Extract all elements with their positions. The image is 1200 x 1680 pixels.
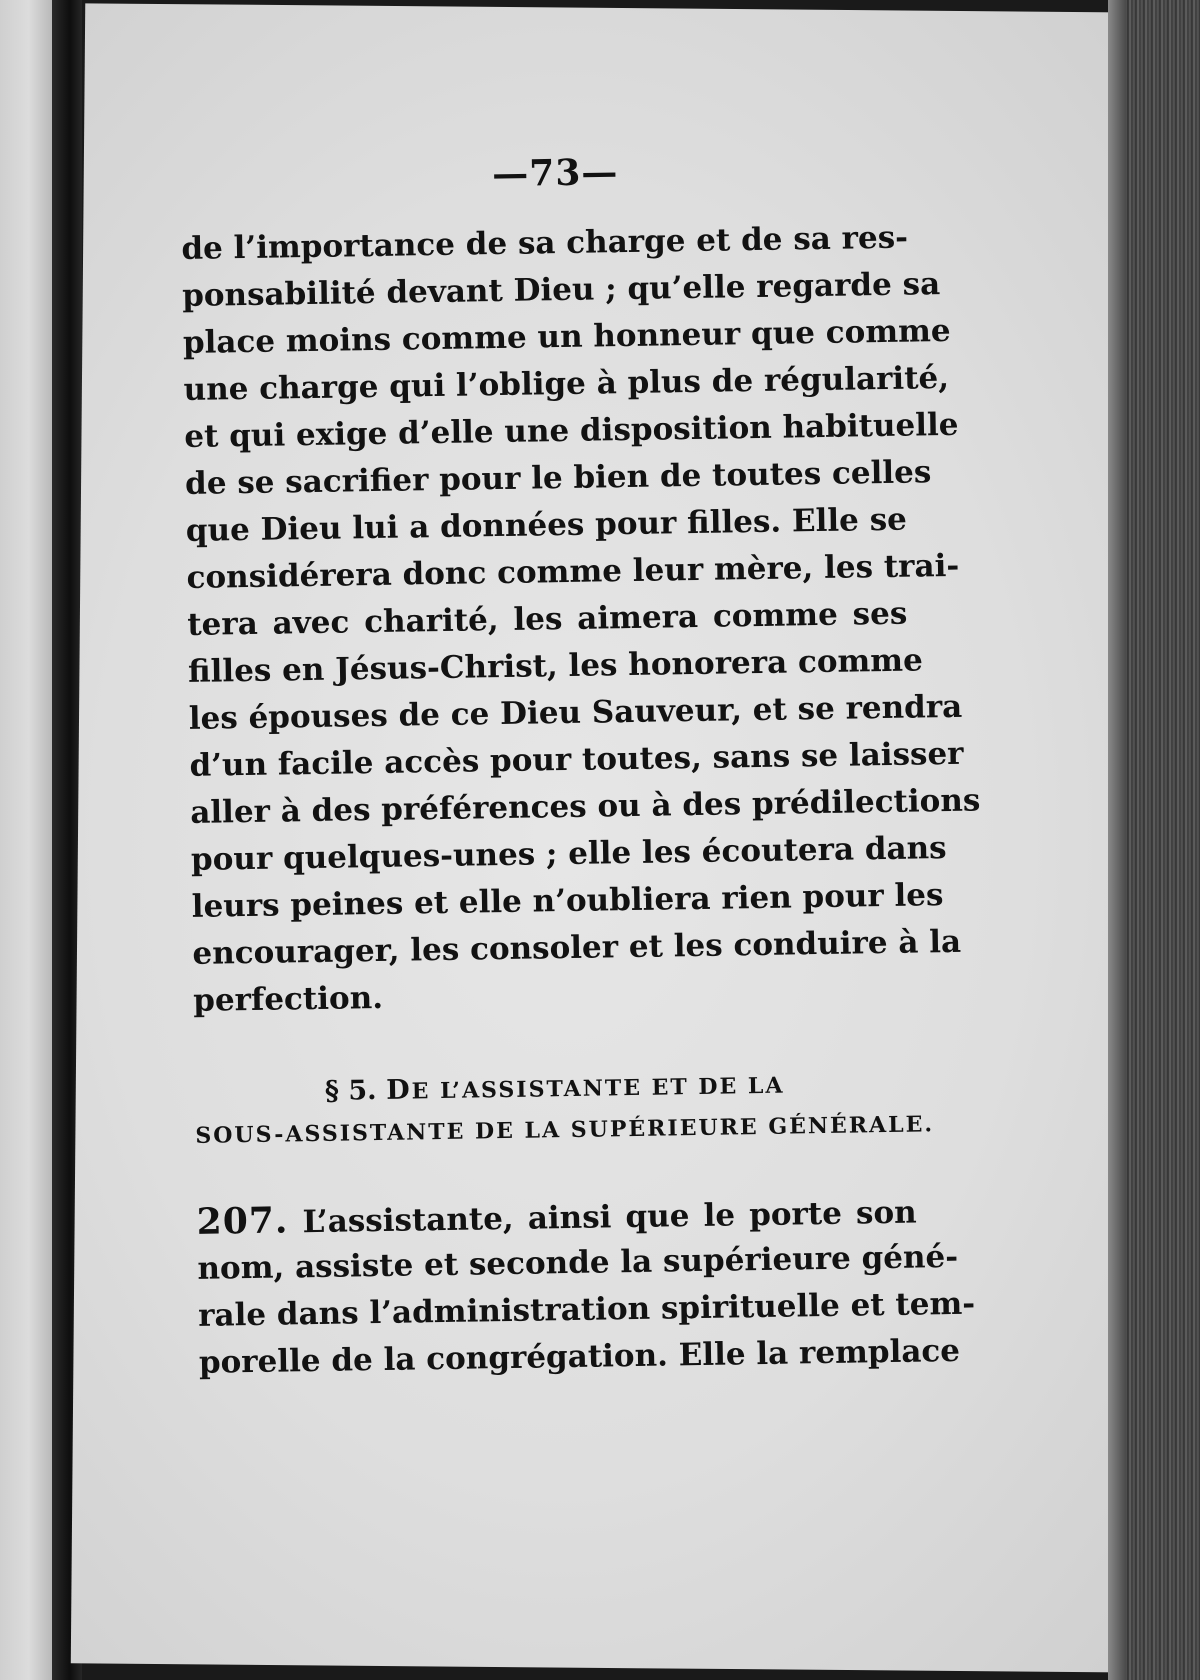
- text-line: encourager, les consoler et les conduire à la: [192, 923, 962, 972]
- text-line: pour quelques-unes ; elle les écoutera dans: [190, 830, 947, 878]
- text-line: de l’importance de sa charge et de sa res-: [181, 219, 909, 267]
- text-line: filles en Jésus-Christ, les honorera comme: [187, 642, 924, 690]
- text-line: que Dieu lui a données pour filles. Elle se: [185, 501, 908, 549]
- text-line: tera avec charité, les aimera comme ses: [187, 595, 908, 643]
- page-stack-edges: [1108, 0, 1200, 1680]
- previous-page-edge: [0, 0, 52, 1680]
- text-line: aller à des préférences ou à des prédilections: [190, 782, 981, 831]
- section-title-rest: E L’ASSISTANTE ET DE LA: [411, 1072, 785, 1105]
- text-line: d’un facile accès pour toutes, sans se laisser: [189, 735, 964, 784]
- text-line: et qui exige d’elle une disposition habituelle: [184, 406, 959, 455]
- text-line: rale dans l’administration spirituelle et tem-: [197, 1285, 976, 1334]
- text-line: de se sacrifier pour le bien de toutes celles: [184, 454, 932, 502]
- section-heading: [194, 1062, 935, 1157]
- article-number: 207.: [196, 1199, 289, 1243]
- text-line: perfection.: [192, 979, 384, 1019]
- page-content: [180, 147, 981, 1387]
- text-line: place moins comme un honneur que comme: [182, 312, 951, 361]
- article-207: [196, 1188, 976, 1387]
- text-line: une charge qui l’oblige à plus de régularité,: [183, 359, 950, 408]
- text-line: les épouses de ce Dieu Sauveur, et se rendra: [188, 688, 963, 737]
- text-line: considérera donc comme leur mère, les trai-: [186, 547, 960, 596]
- section-heading-line-2: SOUS-ASSISTANTE DE LA SUPÉRIEURE GÉNÉRALE.: [195, 1111, 935, 1149]
- text-line: ponsabilité devant Dieu ; qu’elle regarde sa: [181, 266, 941, 314]
- text-line: leurs peines et elle n’oubliera rien pour les: [191, 877, 944, 925]
- article-first-line-text: L’assistante, ainsi que le porte son: [302, 1194, 917, 1241]
- paragraph-1: [181, 215, 981, 1025]
- section-symbol: § 5.: [324, 1075, 377, 1107]
- text-line: nom, assiste et seconde la supérieure géné-: [197, 1238, 959, 1287]
- section-initial: D: [386, 1074, 412, 1106]
- page-number: —73—: [491, 151, 619, 196]
- text-line: porelle de la congrégation. Elle la remplace: [198, 1332, 961, 1381]
